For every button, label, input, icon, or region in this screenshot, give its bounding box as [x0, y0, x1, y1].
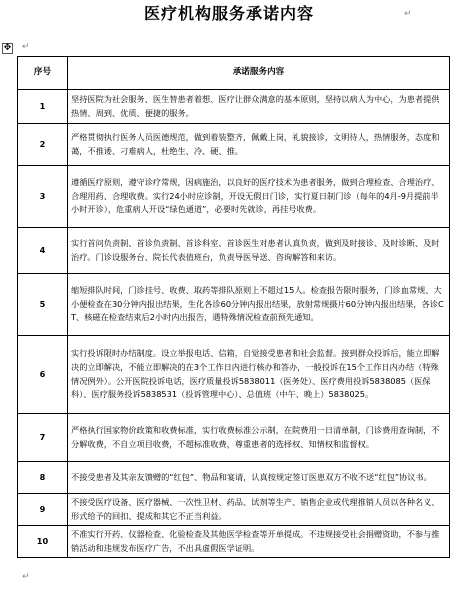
row-number: 8 — [18, 462, 68, 494]
row-content: 严格执行国家物价政策和收费标准，实行收费标准公示制，在院费用一日清单制，门诊费用查询制，不分解收费，不自立项目收费，不超标准收费，尊重患者的选择权、知情权和监督权。 — [68, 414, 450, 462]
table-row — [18, 462, 450, 494]
row-number: 3 — [18, 166, 68, 228]
paragraph-mark-icon: ↵ — [22, 572, 30, 582]
table-row — [18, 166, 450, 228]
row-number: 2 — [18, 124, 68, 166]
page-title: 医疗机构服务承诺内容 — [143, 4, 314, 23]
row-number: 10 — [18, 526, 68, 558]
header-number: 序号 — [18, 57, 68, 90]
row-content: 坚持医院为社会服务、医生替患者着想、医疗让群众满意的基本原则，坚持以病人为中心，为患者提供热情、周到、优质、便捷的服务。 — [68, 90, 450, 124]
header-content: 承诺服务内容 — [68, 57, 450, 90]
row-number: 9 — [18, 494, 68, 526]
commitment-table — [17, 56, 450, 558]
row-number: 7 — [18, 414, 68, 462]
table-row — [18, 90, 450, 124]
table-row — [18, 336, 450, 414]
table-move-handle-icon[interactable]: ✥ — [3, 43, 12, 53]
table-row — [18, 274, 450, 336]
table-header-row — [18, 57, 450, 90]
row-number: 4 — [18, 228, 68, 274]
row-number: 5 — [18, 274, 68, 336]
row-number: 1 — [18, 90, 68, 124]
row-content: 缩短排队时间，门诊挂号、收费、取药等排队原则上不超过15人。检查报告限时服务，门诊血常规、大小便检查在30分钟内报出结果，生化各诊60分钟内报出结果，放射常规摄片60分钟内报出结果，各诊CT、核磁在检查结束后2小时内出报告，遇特殊情况检查前预先通知。 — [68, 274, 450, 336]
row-content: 实行首问负责制、首诊负责制、首诊科室、首诊医生对患者认真负责，做到及时接诊、及时诊断、及时治疗。门诊设服务台、院长代表值班台，负责导医导送、咨询解答和来访。 — [68, 228, 450, 274]
table-row — [18, 494, 450, 526]
table-row — [18, 124, 450, 166]
row-content: 不接受医疗设备、医疗器械、一次性卫材、药品、试剂等生产、销售企业或代理推销人员以各种名义、形式给予的回扣、提成和其它不正当利益。 — [68, 494, 450, 526]
row-content: 不准实行开药、仪器检查、化验检查及其他医学检查等开单提成。不违规接受社会捐赠资助，不参与推销活动和违规发布医疗广告，不出具虚假医学证明。 — [68, 526, 450, 558]
row-number: 6 — [18, 336, 68, 414]
row-content: 严格贯彻执行医务人员医德规范，做到着装整齐，佩戴上岗，礼貌接诊，文明待人，热情服务，态度和蔼，不推诿、刁难病人，杜绝生、冷、硬、推。 — [68, 124, 450, 166]
table-row — [18, 414, 450, 462]
row-content: 不接受患者及其亲友馈赠的“红包”、物品和宴请，认真按规定签订医患双方不收不送“红包”协议书。 — [68, 462, 450, 494]
row-content: 实行投诉限时办结制度。设立举报电话、信箱，自觉接受患者和社会监督。接到群众投诉后，能立即解决的立即解决，不能立即解决的在3个工作日内进行核办和答办，一般投诉在15个工作日内办结（特殊情况例外）。公开医院投诉电话，医疗质量投诉5838011（医务处）、医疗费用投诉5838085（医保科）、医疗服务投诉5838531（投诉管理中心）、总值班（中午、晚上）5838025。 — [68, 336, 450, 414]
table-row — [18, 526, 450, 558]
paragraph-mark-icon: ↵ — [22, 42, 30, 52]
paragraph-mark-icon: ↵ — [404, 9, 412, 19]
table-row — [18, 228, 450, 274]
row-content: 遵循医疗原则，遵守诊疗常规，因病施治，以良好的医疗技术为患者服务，做到合理检查、合理治疗、合理用药、合理收费。实行24小时应诊制，开设无假日门诊，实行夏日制门诊（每年的4月-9月提前半小时开诊），危重病人开设“绿色通道”，必要时先就诊，再挂号收费。 — [68, 166, 450, 228]
